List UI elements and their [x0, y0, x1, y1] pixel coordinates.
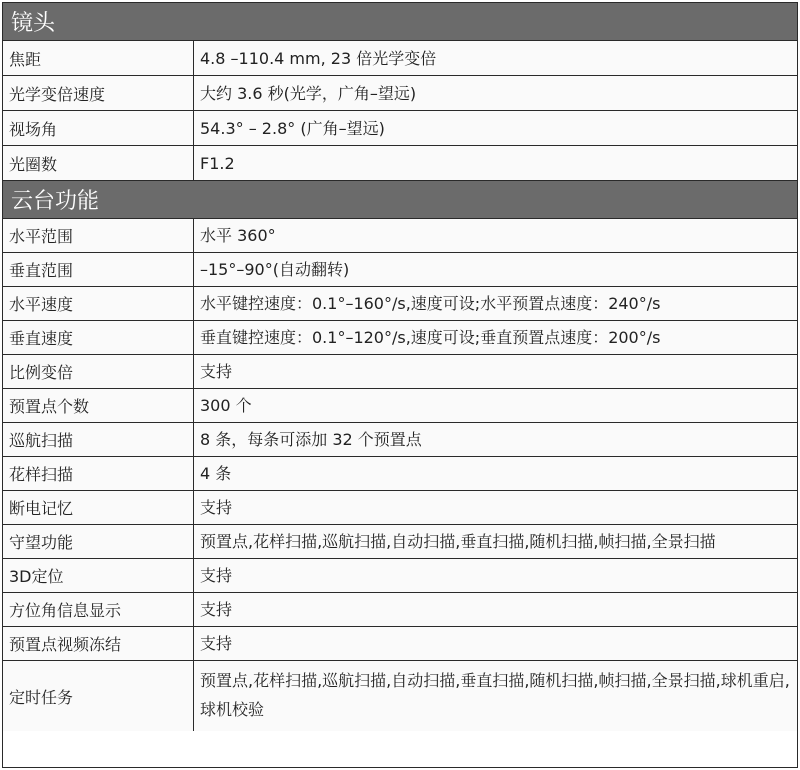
spec-table [2, 2, 798, 768]
table-row [3, 627, 797, 661]
row-label: 方位角信息显示 [3, 593, 194, 626]
row-label: 预置点个数 [3, 389, 194, 422]
row-value: 预置点,花样扫描,巡航扫描,自动扫描,垂直扫描,随机扫描,帧扫描,全景扫描,球机重启,球机校验 [200, 671, 790, 719]
row-label: 预置点视频冻结 [3, 627, 194, 660]
section-header-lens [3, 3, 797, 41]
row-value: 预置点,花样扫描,巡航扫描,自动扫描,垂直扫描,随机扫描,帧扫描,全景扫描 [200, 532, 716, 551]
table-row [3, 287, 797, 321]
row-value: 大约 3.6 秒(光学，广角–望远) [200, 83, 417, 103]
row-value: 4.8 –110.4 mm, 23 倍光学变倍 [200, 48, 437, 68]
table-row [3, 111, 797, 146]
table-row [3, 219, 797, 253]
table-row [3, 593, 797, 627]
table-row [3, 76, 797, 111]
row-label: 光学变倍速度 [3, 76, 194, 110]
row-label: 光圈数 [3, 146, 194, 180]
row-value: 水平 360° [200, 226, 276, 245]
row-value: 8 条，每条可添加 32 个预置点 [200, 430, 422, 449]
row-label: 水平速度 [3, 287, 194, 320]
table-row [3, 146, 797, 181]
row-value: 垂直键控速度：0.1°–120°/s,速度可设;垂直预置点速度：200°/s [200, 328, 661, 347]
table-row [3, 389, 797, 423]
row-value: 支持 [200, 362, 233, 381]
section-title: 云台功能 [11, 189, 100, 214]
row-label: 水平范围 [3, 219, 194, 252]
row-label: 垂直速度 [3, 321, 194, 354]
row-value: 支持 [200, 634, 233, 653]
table-row [3, 559, 797, 593]
section-title: 镜头 [11, 11, 56, 36]
row-value: 水平键控速度：0.1°–160°/s,速度可设;水平预置点速度：240°/s [200, 294, 661, 313]
table-row [3, 253, 797, 287]
row-label: 垂直范围 [3, 253, 194, 286]
table-row [3, 525, 797, 559]
table-row [3, 491, 797, 525]
row-label: 定时任务 [3, 661, 194, 731]
row-value: 4 条 [200, 464, 232, 483]
row-value: 300 个 [200, 396, 252, 415]
row-label: 焦距 [3, 41, 194, 75]
row-label: 3D定位 [3, 559, 194, 592]
row-value: 支持 [200, 566, 233, 585]
row-value: F1.2 [200, 153, 235, 173]
row-label: 视场角 [3, 111, 194, 145]
row-label: 断电记忆 [3, 491, 194, 524]
table-row [3, 423, 797, 457]
row-value: 54.3° – 2.8° (广角–望远) [200, 118, 385, 138]
table-row [3, 457, 797, 491]
row-label: 花样扫描 [3, 457, 194, 490]
table-row [3, 41, 797, 76]
row-label: 守望功能 [3, 525, 194, 558]
table-row [3, 661, 797, 731]
table-row [3, 321, 797, 355]
table-row [3, 355, 797, 389]
row-value: 支持 [200, 498, 233, 517]
row-label: 巡航扫描 [3, 423, 194, 456]
row-value: 支持 [200, 600, 233, 619]
row-value: –15°–90°(自动翻转) [200, 260, 350, 279]
row-label: 比例变倍 [3, 355, 194, 388]
section-header-ptz [3, 181, 797, 219]
